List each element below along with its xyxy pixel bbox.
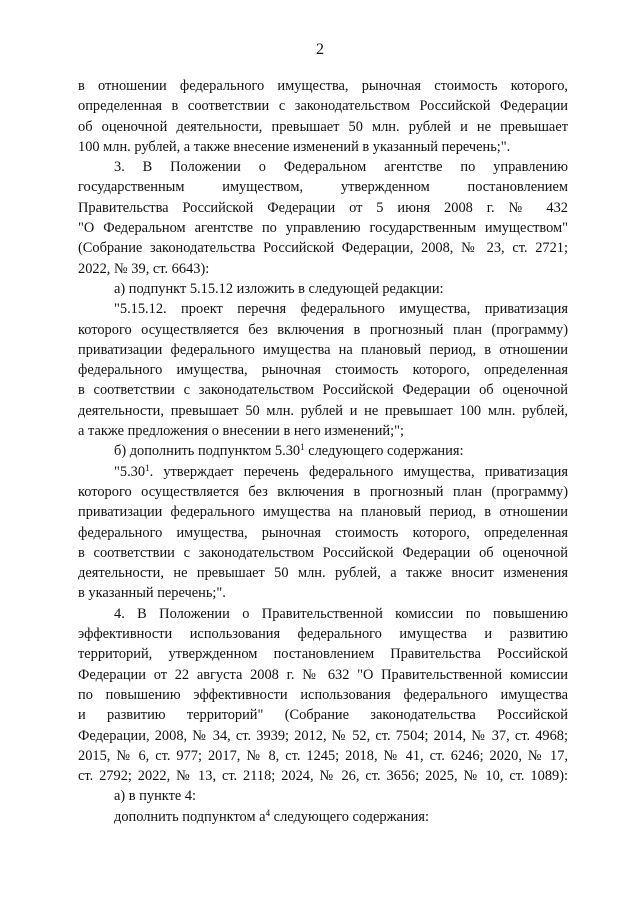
document-body xyxy=(78,76,568,827)
text-line xyxy=(78,523,568,543)
text-line xyxy=(78,665,568,685)
text-line xyxy=(78,421,568,441)
text-line xyxy=(78,604,568,624)
text-line-content: территорий, утвержденном постановлением Правительства Российской xyxy=(78,646,568,663)
text-line-content: государственным имуществом, утвержденном постановлением xyxy=(78,179,568,196)
text-line-content: деятельности, превышает 50 млн. рублей и не превышает 100 млн. рублей, xyxy=(78,402,568,419)
text-line xyxy=(78,563,568,583)
text-line-content: "5.30 xyxy=(114,463,146,480)
text-line-content: об оценочной деятельности, превышает 50 млн. рублей и не превышает xyxy=(78,118,568,135)
text-line xyxy=(78,583,568,603)
text-line-content: "5.15.12. проект перечня федерального имущества, приватизация xyxy=(114,301,568,318)
superscript-marker: 4 xyxy=(265,807,271,818)
text-line-content: приватизации федерального имущества на плановый период, в отношении xyxy=(78,341,568,358)
text-line xyxy=(78,238,568,258)
text-line xyxy=(78,117,568,137)
text-line-continuation: . утверждает перечень федерального имущества, приватизация xyxy=(149,463,568,480)
text-line xyxy=(78,177,568,197)
text-line xyxy=(78,726,568,746)
text-line-content: в отношении федерального имущества, рыночная стоимость которого, xyxy=(78,78,568,94)
text-line-content: деятельности, не превышает 50 млн. рублей, а также вносит изменения xyxy=(78,565,568,582)
text-line-content: а) в пункте 4: xyxy=(114,788,197,805)
text-line-continuation: следующего содержания: xyxy=(270,808,429,825)
text-line-content: а также предложения о внесении в него изменений;"; xyxy=(78,423,405,440)
text-line-content: 100 млн. рублей, а также внесение изменений в указанный перечень;". xyxy=(78,138,511,155)
text-line xyxy=(78,685,568,705)
text-line xyxy=(78,543,568,563)
text-line xyxy=(78,137,568,157)
text-line-content: в указанный перечень;". xyxy=(78,585,226,602)
text-line-content: а) подпункт 5.15.12 изложить в следующей редакции: xyxy=(114,280,444,297)
page-number: 2 xyxy=(316,41,324,58)
text-line xyxy=(78,786,568,806)
text-line xyxy=(78,705,568,725)
text-line xyxy=(78,441,568,461)
text-line-content: и развитию территорий" (Собрание законодательства Российской xyxy=(78,707,568,724)
text-line xyxy=(78,218,568,238)
text-line xyxy=(78,807,568,827)
text-line-content: приватизации федерального имущества на плановый период, в отношении xyxy=(78,504,568,521)
text-line xyxy=(78,299,568,319)
text-line-content: в соответствии с законодательством Российской Федерации об оценочной xyxy=(78,544,568,561)
text-line-content: 2022, № 39, ст. 6643): xyxy=(78,260,210,277)
text-line-content: 2015, № 6, ст. 977; 2017, № 8, ст. 1245; 2018, № 41, ст. 6246; 2020, № 17, xyxy=(78,747,568,764)
text-line xyxy=(78,340,568,360)
text-line xyxy=(78,96,568,116)
text-line xyxy=(78,624,568,644)
text-line-continuation: следующего содержания: xyxy=(304,443,464,460)
text-line-content: которого осуществляется без включения в прогнозный план (программу) xyxy=(78,321,568,338)
text-line xyxy=(78,766,568,786)
text-line-content: Федерации от 22 августа 2008 г. № 632 "О Правительственной комиссии xyxy=(78,666,568,683)
text-line xyxy=(78,360,568,380)
text-line-content: по повышению эффективности использования федерального имущества xyxy=(78,686,568,703)
text-line-content: ст. 2792; 2022, № 13, ст. 2118; 2024, № 26, ст. 3656; 2025, № 10, ст. 1089): xyxy=(78,768,568,785)
text-line-content: федерального имущества, рыночная стоимость которого, определенная xyxy=(78,362,568,379)
text-line xyxy=(78,157,568,177)
superscript-marker: 1 xyxy=(145,462,150,473)
text-line xyxy=(78,380,568,400)
text-line-content: которого осуществляется без включения в прогнозный план (программу) xyxy=(78,483,568,500)
text-line xyxy=(78,502,568,522)
text-line-content: 3. В Положении о Федеральном агентстве по управлению xyxy=(114,159,568,176)
text-line xyxy=(78,76,568,96)
text-line-content: (Собрание законодательства Российской Федерации, 2008, № 23, ст. 2721; xyxy=(78,240,568,257)
text-line-content: дополнить подпунктом а xyxy=(114,808,266,825)
text-line xyxy=(78,401,568,421)
superscript-marker: 1 xyxy=(300,442,305,453)
text-line-content: 4. В Положении о Правительственной комиссии по повышению xyxy=(114,605,568,622)
text-line xyxy=(78,279,568,299)
text-line xyxy=(78,482,568,502)
text-line-content: эффективности использования федерального имущества и развитию xyxy=(78,626,568,643)
text-line-content: Правительства Российской Федерации от 5 июня 2008 г. № 432 xyxy=(78,199,568,216)
text-line-content: определенная в соответствии с законодательством Российской Федерации xyxy=(78,98,568,115)
text-line-content: б) дополнить подпунктом 5.30 xyxy=(114,443,301,460)
text-line xyxy=(78,320,568,340)
text-line-content: "О Федеральном агентстве по управлению государственным имуществом" xyxy=(78,220,568,237)
text-line xyxy=(78,746,568,766)
text-line xyxy=(78,198,568,218)
text-line-content: федерального имущества, рыночная стоимость которого, определенная xyxy=(78,524,568,541)
text-line-content: в соответствии с законодательством Российской Федерации об оценочной xyxy=(78,382,568,399)
text-line xyxy=(78,462,568,482)
text-line-content: Федерации, 2008, № 34, ст. 3939; 2012, № 52, ст. 7504; 2014, № 37, ст. 4968; xyxy=(78,727,568,744)
text-line xyxy=(78,259,568,279)
text-line xyxy=(78,644,568,664)
